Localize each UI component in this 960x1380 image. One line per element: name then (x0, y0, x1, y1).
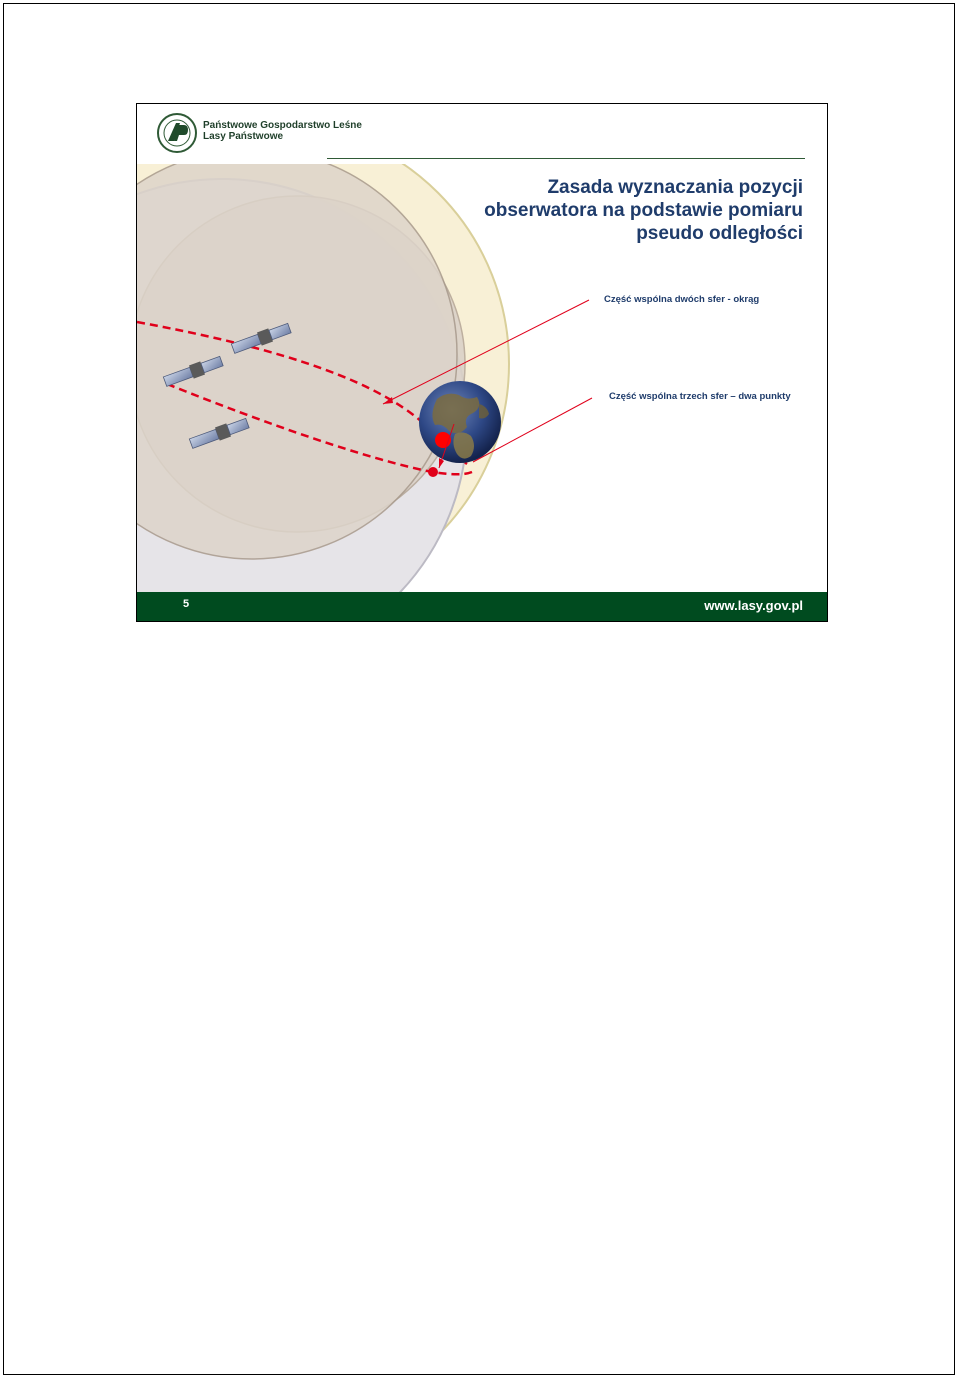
intersection-point-lower (428, 467, 438, 477)
slide (136, 103, 828, 622)
lasy-panstwowe-logo-icon (157, 113, 197, 153)
slide-footer (137, 592, 827, 622)
label-three-spheres: Część wspólna trzech sfer – dwa punkty (609, 391, 791, 402)
label-two-spheres: Część wspólna dwóch sfer - okrąg (604, 294, 760, 305)
org-line-1: Państwowe Gospodarstwo Leśne (203, 120, 362, 131)
header-divider (327, 158, 805, 159)
earth-globe-icon (419, 381, 501, 463)
page-number: 5 (183, 598, 190, 610)
org-line-2: Lasy Państwowe (203, 131, 284, 142)
slide-header (137, 104, 827, 164)
organization-name (203, 120, 362, 142)
website-url: www.lasy.gov.pl (704, 598, 803, 613)
slide-title: Zasada wyznaczania pozycji obserwatora na podstawie pomiaru pseudo odległości (484, 177, 803, 244)
